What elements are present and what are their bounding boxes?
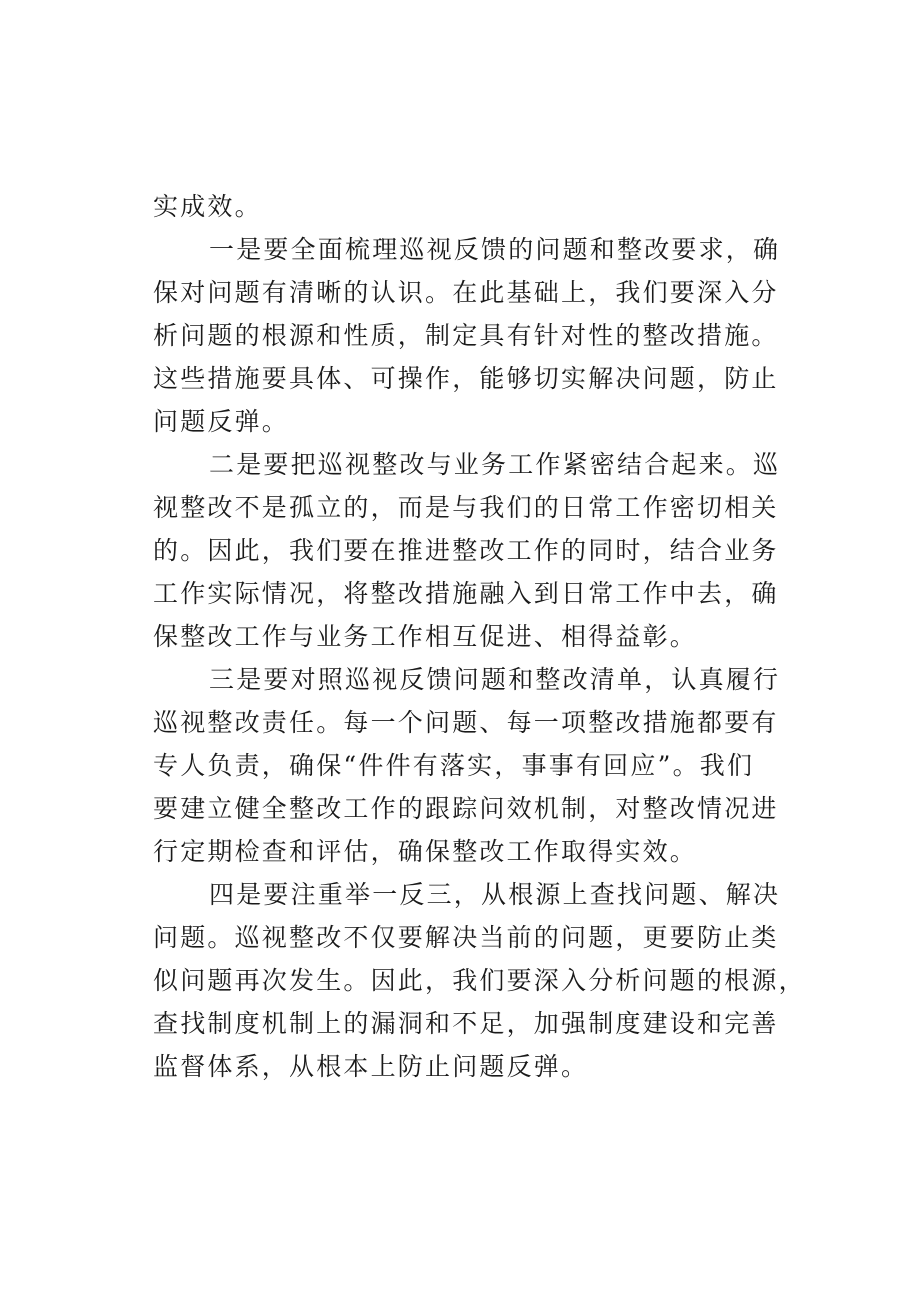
text-line: 行定期检查和评估，确保整改工作取得实效。 [153, 837, 698, 866]
text-line: 要建立健全整改工作的跟踪问效机制，对整改情况进 [153, 794, 779, 823]
paragraph-point-two [153, 443, 781, 658]
text-line: 保整改工作与业务工作相互促进、相得益彰。 [153, 622, 698, 651]
paragraph-point-one [153, 228, 781, 443]
text-line: 这些措施要具体、可操作，能够切实解决问题，防止 [153, 364, 779, 393]
text-line: 四是要注重举一反三，从根源上查找问题、解决 [209, 880, 781, 909]
text-line: 巡视整改责任。每一个问题、每一项整改措施都要有 [153, 708, 779, 737]
text-line: 工作实际情况，将整改措施融入到日常工作中去，确 [153, 579, 779, 608]
text-line: 的。因此，我们要在推进整改工作的同时，结合业务 [153, 536, 779, 565]
text-line: 三是要对照巡视反馈问题和整改清单，认真履行 [209, 665, 781, 694]
text-line: 二是要把巡视整改与业务工作紧密结合起来。巡 [209, 450, 781, 479]
text-line: 析问题的根源和性质，制定具有针对性的整改措施。 [153, 321, 779, 350]
text-line: 监督体系，从根本上防止问题反弹。 [153, 1052, 589, 1081]
paragraph-point-four [153, 873, 806, 1088]
text-line: 保对问题有清晰的认识。在此基础上，我们要深入分 [153, 278, 779, 307]
paragraph-continuation [153, 185, 773, 228]
paragraph-point-three [153, 658, 781, 873]
text-line: 一是要全面梳理巡视反馈的问题和整改要求，确 [209, 235, 781, 264]
text-line: 问题。巡视整改不仅要解决当前的问题，更要防止类 [153, 923, 779, 952]
text-line: 视整改不是孤立的，而是与我们的日常工作密切相关 [153, 493, 779, 522]
text-line: 查找制度机制上的漏洞和不足，加强制度建设和完善 [153, 1009, 779, 1038]
text-line: 问题反弹。 [153, 407, 290, 436]
document-body [153, 185, 806, 1088]
text-line: 似问题再次发生。因此，我们要深入分析问题的根源， [153, 966, 806, 995]
text-line: 专人负责，确保“件件有落实，事事有回应”。我们 [153, 751, 755, 780]
text-line: 实成效。 [153, 192, 262, 221]
